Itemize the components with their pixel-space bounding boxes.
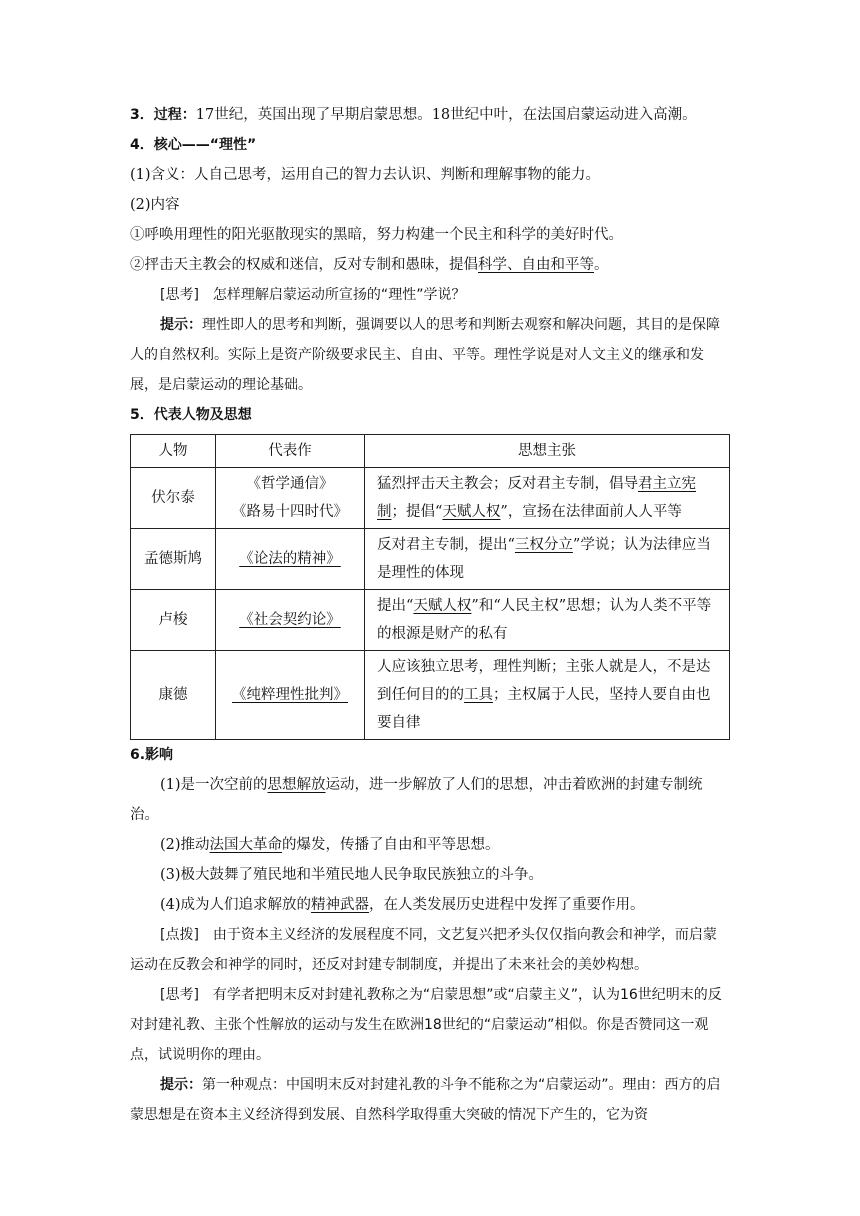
work-title: 《路易十四时代》 xyxy=(232,504,348,520)
work-cell xyxy=(216,529,365,590)
underlined-answer: 君主立宪制 xyxy=(377,476,696,520)
think-question-text: 怎样理解启蒙运动所宣扬的“理性”学说？ xyxy=(198,287,466,303)
impact-text: (2)推动 xyxy=(160,837,210,853)
work-title: 《纯粹理性批判》 xyxy=(232,687,348,703)
underlined-answer: 天赋人权 xyxy=(442,504,501,520)
process-line xyxy=(130,100,730,130)
idea-text: ”，宣扬在法律面前人人平等 xyxy=(500,504,682,520)
figures-table xyxy=(130,434,730,740)
hint-2 xyxy=(130,1070,730,1130)
table-header: 代表作 xyxy=(216,435,365,468)
table-header: 思想主张 xyxy=(365,435,730,468)
underlined-answer: 三权分立 xyxy=(514,537,573,553)
underlined-answer: 精神武器 xyxy=(311,897,370,913)
impact-item-4 xyxy=(130,890,730,920)
idea-cell xyxy=(365,590,730,651)
point-note xyxy=(130,920,730,980)
think-tag: [思考] xyxy=(160,987,199,1003)
impact-text: 的爆发，传播了自由和平等思想。 xyxy=(282,837,500,853)
idea-cell xyxy=(365,529,730,590)
impact-text: ，在人类发展历史进程中发挥了重要作用。 xyxy=(369,897,645,913)
hint-1 xyxy=(130,310,730,400)
think-question-2 xyxy=(130,980,730,1070)
idea-text: ”学说；认为法律应当是理性的体现 xyxy=(377,537,711,581)
impact-item-2 xyxy=(130,830,730,860)
work-cell xyxy=(216,468,365,529)
table-header: 人物 xyxy=(131,435,216,468)
document-page xyxy=(130,100,730,1130)
point-tag: [点拨] xyxy=(160,927,199,943)
impact-text: 运动，进一步解放了人们的思想，冲击着欧洲的封建专制统治。 xyxy=(130,777,703,823)
idea-text: ；主权属于人民，坚持人要自由也要自律 xyxy=(377,687,711,731)
idea-text: ”和“人民主权”思想；认为人类不平等的根源是财产的私有 xyxy=(377,598,712,642)
table-row xyxy=(131,529,730,590)
work-cell xyxy=(216,590,365,651)
item-2-text: ②抨击天主教会的权威和迷信，反对专制和愚昧，提倡 xyxy=(130,257,478,273)
underlined-answer: 思想解放 xyxy=(267,777,326,793)
core-content-heading: (2)内容 xyxy=(130,197,180,213)
work-title: 《社会契约论》 xyxy=(239,612,341,628)
work-cell xyxy=(216,651,365,740)
person-cell: 伏尔泰 xyxy=(131,468,216,529)
impact-item-3: (3)极大鼓舞了殖民地和半殖民地人民争取民族独立的斗争。 xyxy=(160,867,544,883)
table-row xyxy=(131,590,730,651)
figures-heading: 5．代表人物及思想 xyxy=(130,407,252,423)
core-content-item-2 xyxy=(130,250,730,280)
hint-text: 第一种观点：中国明末反对封建礼教的斗争不能称之为“启蒙运动”。理由：西方的启蒙思想是在资本主义经济得到发展、自然科学取得重大突破的情况下产生的，它为资 xyxy=(130,1077,721,1123)
idea-text: 人应该独立思考，理性判断；主张人就是人，不是达到任何目的的 xyxy=(377,659,711,703)
person-cell: 康德 xyxy=(131,651,216,740)
work-title: 《哲学通信》 xyxy=(246,476,334,492)
think-question-text: 有学者把明末反对封建礼教称之为“启蒙思想”或“启蒙主义”，认为16世纪明末的反对封建礼教、主张个性解放的运动与发生在欧洲18世纪的“启蒙运动”相似。你是否赞同这一观点，试说明你的理由。 xyxy=(130,987,722,1063)
core-meaning: (1)含义：人自己思考，运用自己的智力去认识、判断和理解事物的能力。 xyxy=(130,167,601,183)
person-cell: 孟德斯鸠 xyxy=(131,529,216,590)
hint-tag: 提示： xyxy=(160,1077,202,1093)
core-heading: 4．核心——“理性” xyxy=(130,137,257,153)
impact-item-1 xyxy=(130,770,730,830)
table-row xyxy=(131,468,730,529)
underlined-answer: 工具 xyxy=(464,687,493,703)
table-header-row xyxy=(131,435,730,468)
think-tag: [思考] xyxy=(160,287,199,303)
underlined-answer: 科学、自由和平等 xyxy=(478,257,594,273)
idea-text: 反对君主专制，提出“ xyxy=(377,537,515,553)
process-text: 17世纪，英国出现了早期启蒙思想。18世纪中叶，在法国启蒙运动进入高潮。 xyxy=(195,107,697,123)
item-2-end: 。 xyxy=(594,257,609,273)
underlined-answer: 法国大革命 xyxy=(209,837,283,853)
impact-heading: 6.影响 xyxy=(130,747,174,763)
person-cell: 卢梭 xyxy=(131,590,216,651)
hint-tag: 提示： xyxy=(160,317,202,333)
idea-text: 猛烈抨击天主教会；反对君主专制，倡导 xyxy=(377,476,638,492)
idea-text: 提出“ xyxy=(377,598,414,614)
idea-cell xyxy=(365,651,730,740)
point-text: 由于资本主义经济的发展程度不同，文艺复兴把矛头仅仅指向教会和神学，而启蒙运动在反教会和神学的同时，还反对封建专制制度，并提出了未来社会的美妙构想。 xyxy=(130,927,717,973)
think-question-1 xyxy=(130,280,730,310)
underlined-answer: 天赋人权 xyxy=(413,598,472,614)
idea-text: ；提倡“ xyxy=(391,504,443,520)
work-title: 《论法的精神》 xyxy=(239,551,341,567)
hint-text: 理性即人的思考和判断，强调要以人的思考和判断去观察和解决问题，其目的是保障人的自然权利。实际上是资产阶级要求民主、自由、平等。理性学说是对人文主义的继承和发展，是启蒙运动的理论基础。 xyxy=(130,317,720,393)
process-label: 3．过程： xyxy=(130,107,196,123)
table-row xyxy=(131,651,730,740)
impact-text: (4)成为人们追求解放的 xyxy=(160,897,312,913)
impact-text: (1)是一次空前的 xyxy=(160,777,268,793)
idea-cell xyxy=(365,468,730,529)
core-content-item-1: ①呼唤用理性的阳光驱散现实的黑暗，努力构建一个民主和科学的美好时代。 xyxy=(130,227,623,243)
